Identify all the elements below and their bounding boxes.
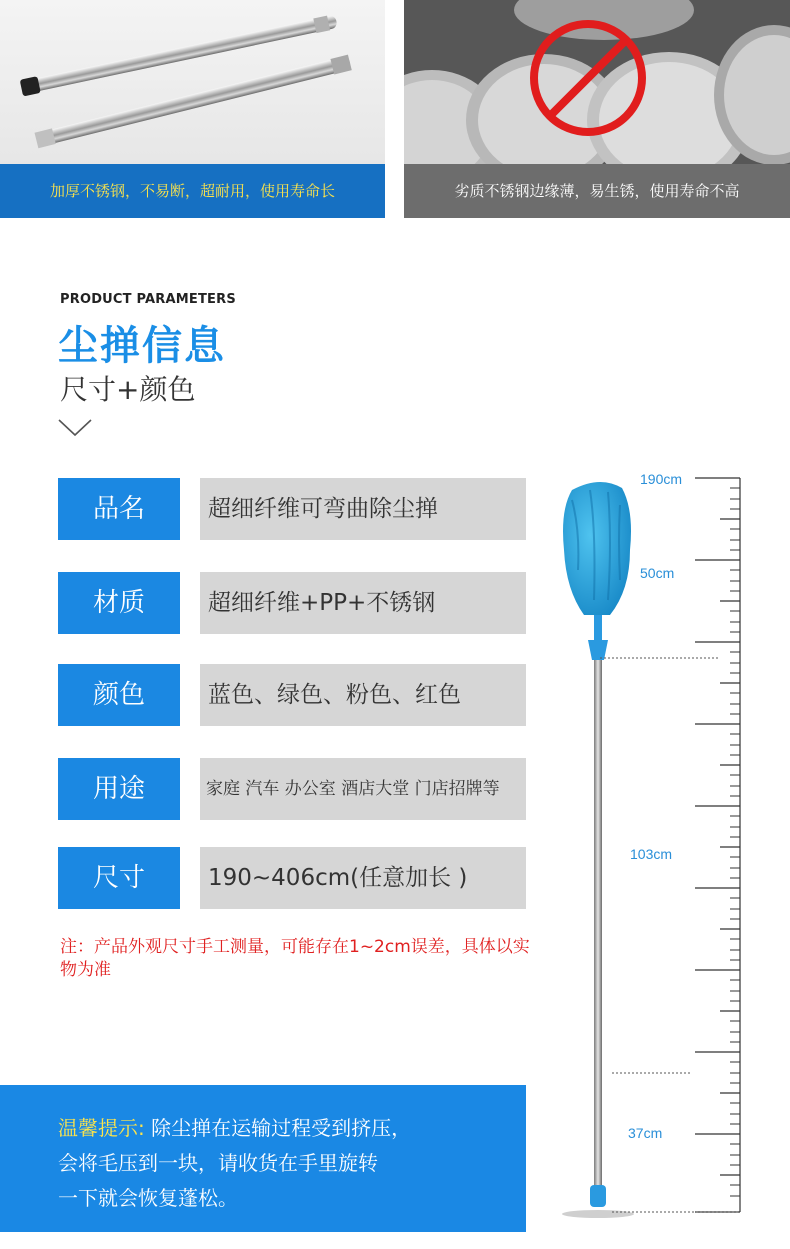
section-subtitle: 尺寸+颜色 [60,373,196,406]
ruler-label-middle: 103cm [630,846,673,862]
tip-line-1: 除尘掸在运输过程受到挤压， [151,1116,412,1140]
measurement-ruler [600,470,790,1230]
param-label: 颜色 [58,664,180,726]
tip-line-2: 会将毛压到一块，请收货在手里旋转 [58,1151,378,1175]
param-value: 190~406cm(任意加长 ) [200,847,526,909]
chevron-down-icon [58,418,92,438]
param-value: 蓝色、绿色、粉色、红色 [200,664,526,726]
section-title: 尘掸信息 [58,323,226,369]
inferior-pipe-photo [404,0,790,218]
measurement-note: 注：产品外观尺寸手工测量，可能存在1~2cm误差，具体以实物为准 [60,937,530,980]
ruler-label-total: 190cm [640,471,683,487]
param-label: 品名 [58,478,180,540]
param-label: 用途 [58,758,180,820]
prohibited-sign-icon [518,10,658,150]
left-caption: 加厚不锈钢，不易断，超耐用，使用寿命长 [0,164,385,218]
stainless-pole-photo [0,0,385,218]
param-value: 超细纤维+PP+不锈钢 [200,572,526,634]
param-value: 超细纤维可弯曲除尘掸 [200,478,526,540]
right-caption: 劣质不锈钢边缘薄，易生锈，使用寿命不高 [404,164,790,218]
tip-line-3: 一下就会恢复蓬松。 [58,1186,238,1210]
stainless-poles-image [0,0,385,164]
ruler-label-handle: 37cm [628,1125,663,1141]
param-label: 尺寸 [58,847,180,909]
tip-text [58,1111,508,1216]
ruler-ticks [695,478,740,1212]
ruler-label-head: 50cm [640,565,675,581]
param-label: 材质 [58,572,180,634]
tip-heading: 温馨提示: [58,1116,145,1140]
section-english-title: PRODUCT PARAMETERS [60,292,236,307]
param-value: 家庭 汽车 办公室 酒店大堂 门店招牌等 [200,758,526,820]
tip-box [0,1085,526,1232]
